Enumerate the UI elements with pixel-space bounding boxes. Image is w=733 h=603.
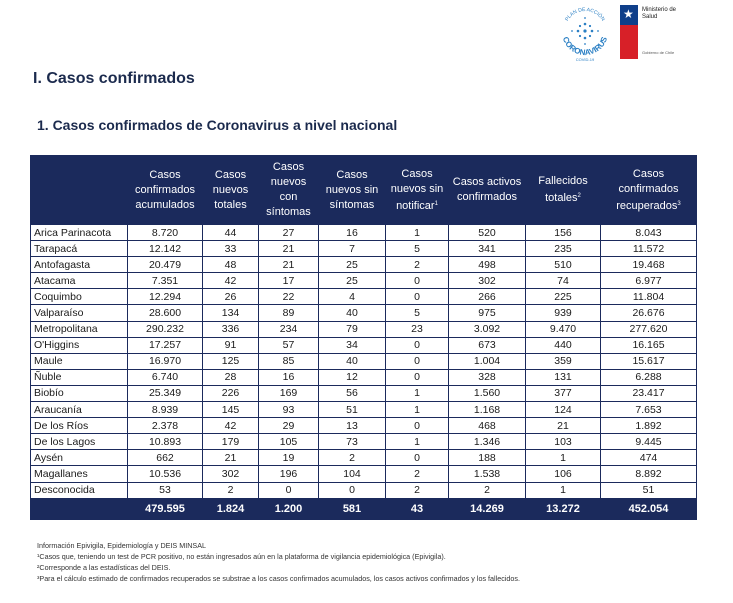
value-cell: 16.970 xyxy=(128,353,203,369)
value-cell: 7.351 xyxy=(128,273,203,289)
value-cell: 13 xyxy=(319,418,386,434)
table-row xyxy=(31,369,697,385)
table-row xyxy=(31,466,697,482)
region-cell: Antofagasta xyxy=(31,257,128,273)
value-cell: 0 xyxy=(386,273,449,289)
value-cell: 1 xyxy=(526,482,601,498)
value-cell: 134 xyxy=(203,305,259,321)
value-cell: 20.479 xyxy=(128,257,203,273)
table-row xyxy=(31,482,697,498)
region-cell: Aysén xyxy=(31,450,128,466)
table-row xyxy=(31,385,697,401)
value-cell: 226 xyxy=(203,385,259,401)
value-cell: 0 xyxy=(386,369,449,385)
value-cell: 277.620 xyxy=(601,321,697,337)
value-cell: 0 xyxy=(386,418,449,434)
minsal-logo xyxy=(620,5,678,59)
table-row xyxy=(31,289,697,305)
value-cell: 1.560 xyxy=(449,385,526,401)
value-cell: 17.257 xyxy=(128,337,203,353)
value-cell: 42 xyxy=(203,273,259,289)
region-cell: Biobío xyxy=(31,385,128,401)
value-cell: 1.346 xyxy=(449,434,526,450)
value-cell: 131 xyxy=(526,369,601,385)
coronavirus-plan-logo xyxy=(556,4,614,62)
value-cell: 1 xyxy=(386,385,449,401)
value-cell: 440 xyxy=(526,337,601,353)
value-cell: 179 xyxy=(203,434,259,450)
value-cell: 51 xyxy=(601,482,697,498)
cases-table xyxy=(30,155,697,520)
column-header: Casos activos confirmados xyxy=(449,156,526,225)
value-cell: 673 xyxy=(449,337,526,353)
logo-main-text: CORONAVIRUS xyxy=(560,35,610,58)
value-cell: 19 xyxy=(259,450,319,466)
value-cell: 939 xyxy=(526,305,601,321)
value-cell: 0 xyxy=(319,482,386,498)
table-row xyxy=(31,273,697,289)
value-cell: 8.892 xyxy=(601,466,697,482)
value-cell: 0 xyxy=(386,337,449,353)
value-cell: 10.536 xyxy=(128,466,203,482)
region-cell: Araucanía xyxy=(31,402,128,418)
value-cell: 7 xyxy=(319,241,386,257)
value-cell: 124 xyxy=(526,402,601,418)
value-cell: 25 xyxy=(319,257,386,273)
value-cell: 8.939 xyxy=(128,402,203,418)
table-row xyxy=(31,337,697,353)
value-cell: 106 xyxy=(526,466,601,482)
value-cell: 12.294 xyxy=(128,289,203,305)
region-cell: Atacama xyxy=(31,273,128,289)
value-cell: 125 xyxy=(203,353,259,369)
value-cell: 0 xyxy=(259,482,319,498)
value-cell: 91 xyxy=(203,337,259,353)
value-cell: 235 xyxy=(526,241,601,257)
value-cell: 1 xyxy=(526,450,601,466)
value-cell: 9.470 xyxy=(526,321,601,337)
footnote: ¹Casos que, teniendo un test de PCR positivo, no están ingresados aún en la plataforma de vigilancia epidemiológica (Epivigila). xyxy=(37,552,446,561)
section-title: I. Casos confirmados xyxy=(33,70,195,87)
value-cell: 25 xyxy=(319,273,386,289)
value-cell: 359 xyxy=(526,353,601,369)
table-header-row xyxy=(31,156,697,225)
value-cell: 1 xyxy=(386,402,449,418)
gobierno-label: Gobierno de Chile xyxy=(642,50,675,55)
table-row xyxy=(31,225,697,241)
value-cell: 662 xyxy=(128,450,203,466)
value-cell: 3.092 xyxy=(449,321,526,337)
value-cell: 15.617 xyxy=(601,353,697,369)
value-cell: 16.165 xyxy=(601,337,697,353)
value-cell: 19.468 xyxy=(601,257,697,273)
total-cell: 13.272 xyxy=(526,498,601,519)
value-cell: 28.600 xyxy=(128,305,203,321)
region-cell: Magallanes xyxy=(31,466,128,482)
value-cell: 11.804 xyxy=(601,289,697,305)
value-cell: 234 xyxy=(259,321,319,337)
value-cell: 22 xyxy=(259,289,319,305)
table-row xyxy=(31,257,697,273)
value-cell: 8.043 xyxy=(601,225,697,241)
value-cell: 34 xyxy=(319,337,386,353)
value-cell: 2.378 xyxy=(128,418,203,434)
value-cell: 1.004 xyxy=(449,353,526,369)
value-cell: 0 xyxy=(386,353,449,369)
value-cell: 23 xyxy=(386,321,449,337)
table-row xyxy=(31,434,697,450)
value-cell: 188 xyxy=(449,450,526,466)
value-cell: 266 xyxy=(449,289,526,305)
value-cell: 44 xyxy=(203,225,259,241)
value-cell: 169 xyxy=(259,385,319,401)
value-cell: 520 xyxy=(449,225,526,241)
value-cell: 498 xyxy=(449,257,526,273)
value-cell: 16 xyxy=(259,369,319,385)
footnote: ³Para el cálculo estimado de confirmados recuperados se substrae a los casos confirmados acumulados, los casos activos confirmados y los fallecidos. xyxy=(37,574,520,583)
footnotes xyxy=(37,540,520,584)
value-cell: 104 xyxy=(319,466,386,482)
value-cell: 302 xyxy=(449,273,526,289)
column-header: Casos nuevos totales xyxy=(203,156,259,225)
table-row xyxy=(31,450,697,466)
value-cell: 7.653 xyxy=(601,402,697,418)
column-header: Casos nuevos sin notificar$^1$ xyxy=(386,156,449,225)
value-cell: 103 xyxy=(526,434,601,450)
table-row xyxy=(31,402,697,418)
footnote: ²Corresponde a las estadísticas del DEIS. xyxy=(37,563,171,572)
value-cell: 341 xyxy=(449,241,526,257)
value-cell: 16 xyxy=(319,225,386,241)
region-cell: Arica Parinacota xyxy=(31,225,128,241)
value-cell: 6.288 xyxy=(601,369,697,385)
footnote: Información Epivigila, Epidemiología y DEIS MINSAL xyxy=(37,541,206,550)
value-cell: 1 xyxy=(386,434,449,450)
value-cell: 2 xyxy=(449,482,526,498)
value-cell: 21 xyxy=(259,257,319,273)
value-cell: 25.349 xyxy=(128,385,203,401)
value-cell: 21 xyxy=(203,450,259,466)
region-cell: Desconocida xyxy=(31,482,128,498)
value-cell: 0 xyxy=(386,289,449,305)
value-cell: 11.572 xyxy=(601,241,697,257)
svg-text:PLAN DE ACCIÓN xyxy=(564,7,606,23)
region-cell: Valparaíso xyxy=(31,305,128,321)
value-cell: 156 xyxy=(526,225,601,241)
value-cell: 8.720 xyxy=(128,225,203,241)
value-cell: 40 xyxy=(319,305,386,321)
region-cell: Coquimbo xyxy=(31,289,128,305)
value-cell: 145 xyxy=(203,402,259,418)
region-cell: Maule xyxy=(31,353,128,369)
value-cell: 975 xyxy=(449,305,526,321)
value-cell: 23.417 xyxy=(601,385,697,401)
value-cell: 377 xyxy=(526,385,601,401)
value-cell: 21 xyxy=(259,241,319,257)
total-cell: 581 xyxy=(319,498,386,519)
region-cell: Ñuble xyxy=(31,369,128,385)
total-cell xyxy=(31,498,128,519)
value-cell: 53 xyxy=(128,482,203,498)
value-cell: 6.740 xyxy=(128,369,203,385)
value-cell: 17 xyxy=(259,273,319,289)
total-cell: 43 xyxy=(386,498,449,519)
value-cell: 26.676 xyxy=(601,305,697,321)
value-cell: 26 xyxy=(203,289,259,305)
value-cell: 4 xyxy=(319,289,386,305)
value-cell: 48 xyxy=(203,257,259,273)
chile-shield-icon xyxy=(620,5,638,59)
value-cell: 21 xyxy=(526,418,601,434)
value-cell: 57 xyxy=(259,337,319,353)
value-cell: 196 xyxy=(259,466,319,482)
value-cell: 79 xyxy=(319,321,386,337)
value-cell: 5 xyxy=(386,241,449,257)
column-header: Casos nuevos con síntomas xyxy=(259,156,319,225)
table-row xyxy=(31,321,697,337)
value-cell: 85 xyxy=(259,353,319,369)
column-header: Casos nuevos sin síntomas xyxy=(319,156,386,225)
region-cell: Metropolitana xyxy=(31,321,128,337)
value-cell: 2 xyxy=(386,482,449,498)
region-cell: O'Higgins xyxy=(31,337,128,353)
value-cell: 56 xyxy=(319,385,386,401)
value-cell: 51 xyxy=(319,402,386,418)
logo-bottom-text: COVID-19 xyxy=(575,57,595,62)
column-header: Casos confirmados acumulados xyxy=(128,156,203,225)
value-cell: 2 xyxy=(386,466,449,482)
value-cell: 1.168 xyxy=(449,402,526,418)
value-cell: 302 xyxy=(203,466,259,482)
value-cell: 12.142 xyxy=(128,241,203,257)
region-cell: De los Ríos xyxy=(31,418,128,434)
value-cell: 2 xyxy=(319,450,386,466)
value-cell: 40 xyxy=(319,353,386,369)
value-cell: 2 xyxy=(386,257,449,273)
star-icon: ★ xyxy=(623,7,634,21)
column-header xyxy=(31,156,128,225)
value-cell: 33 xyxy=(203,241,259,257)
value-cell: 225 xyxy=(526,289,601,305)
table-row xyxy=(31,353,697,369)
total-cell: 14.269 xyxy=(449,498,526,519)
value-cell: 10.893 xyxy=(128,434,203,450)
value-cell: 28 xyxy=(203,369,259,385)
total-cell: 479.595 xyxy=(128,498,203,519)
value-cell: 93 xyxy=(259,402,319,418)
value-cell: 74 xyxy=(526,273,601,289)
value-cell: 42 xyxy=(203,418,259,434)
table-row xyxy=(31,305,697,321)
total-cell: 1.824 xyxy=(203,498,259,519)
region-cell: Tarapacá xyxy=(31,241,128,257)
value-cell: 105 xyxy=(259,434,319,450)
value-cell: 89 xyxy=(259,305,319,321)
value-cell: 1.538 xyxy=(449,466,526,482)
value-cell: 468 xyxy=(449,418,526,434)
value-cell: 12 xyxy=(319,369,386,385)
column-header: Casos confirmados recuperados$^3$ xyxy=(601,156,697,225)
value-cell: 0 xyxy=(386,450,449,466)
region-cell: De los Lagos xyxy=(31,434,128,450)
total-cell: 1.200 xyxy=(259,498,319,519)
total-cell: 452.054 xyxy=(601,498,697,519)
logo-top-text: PLAN DE ACCIÓN xyxy=(564,6,606,23)
column-header: Fallecidos totales$^2$ xyxy=(526,156,601,225)
value-cell: 6.977 xyxy=(601,273,697,289)
value-cell: 336 xyxy=(203,321,259,337)
value-cell: 2 xyxy=(203,482,259,498)
table-row xyxy=(31,418,697,434)
value-cell: 5 xyxy=(386,305,449,321)
value-cell: 290.232 xyxy=(128,321,203,337)
totals-row xyxy=(31,498,697,519)
value-cell: 27 xyxy=(259,225,319,241)
value-cell: 474 xyxy=(601,450,697,466)
value-cell: 328 xyxy=(449,369,526,385)
table-row xyxy=(31,241,697,257)
value-cell: 1.892 xyxy=(601,418,697,434)
value-cell: 510 xyxy=(526,257,601,273)
value-cell: 9.445 xyxy=(601,434,697,450)
value-cell: 1 xyxy=(386,225,449,241)
subsection-title: 1. Casos confirmados de Coronavirus a nivel nacional xyxy=(37,117,398,133)
value-cell: 29 xyxy=(259,418,319,434)
minsal-name: Ministerio de Salud xyxy=(642,7,677,20)
value-cell: 73 xyxy=(319,434,386,450)
